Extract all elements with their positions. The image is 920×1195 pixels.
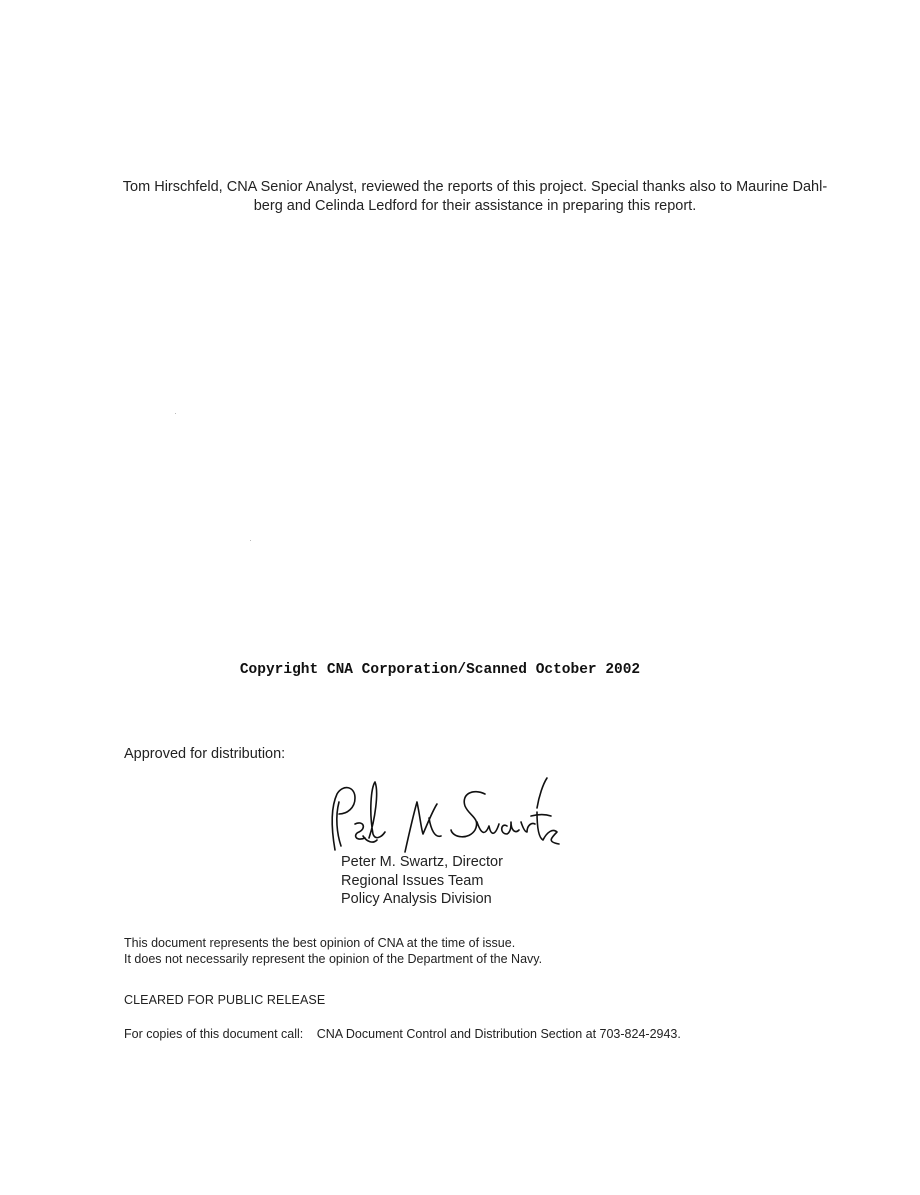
approval-label: Approved for distribution: xyxy=(124,746,286,762)
release-status: CLEARED FOR PUBLIC RELEASE xyxy=(124,993,326,1007)
signer-division: Policy Analysis Division xyxy=(341,891,492,907)
acknowledgment-line-2: berg and Celinda Ledford for their assistance in preparing this report. xyxy=(253,197,697,214)
disclaimer xyxy=(124,935,542,967)
copies-prefix: For copies of this document call: xyxy=(124,1027,304,1041)
scan-speck xyxy=(250,540,251,541)
copyright-notice: Copyright CNA Corporation/Scanned October 2002 xyxy=(239,662,641,678)
signer-block xyxy=(341,853,503,909)
scan-speck xyxy=(175,413,176,414)
handwritten-signature xyxy=(325,772,560,860)
signer-team: Regional Issues Team xyxy=(341,872,484,889)
copies-contact xyxy=(124,1027,681,1041)
acknowledgment-line-1: Tom Hirschfeld, CNA Senior Analyst, reviewed the reports of this project. Special thanks also to Maurine Dahl- xyxy=(122,178,828,195)
disclaimer-line-2: It does not necessarily represent the opinion of the Department of the Navy. xyxy=(124,952,543,966)
copies-phone: 703-824-2943. xyxy=(599,1027,681,1041)
copies-contact-section: CNA Document Control and Distribution Section at xyxy=(316,1027,597,1041)
disclaimer-line-1: This document represents the best opinion of CNA at the time of issue. xyxy=(124,936,516,950)
acknowledgment-paragraph xyxy=(110,178,840,216)
signer-name-title: Peter M. Swartz, Director xyxy=(341,854,503,870)
